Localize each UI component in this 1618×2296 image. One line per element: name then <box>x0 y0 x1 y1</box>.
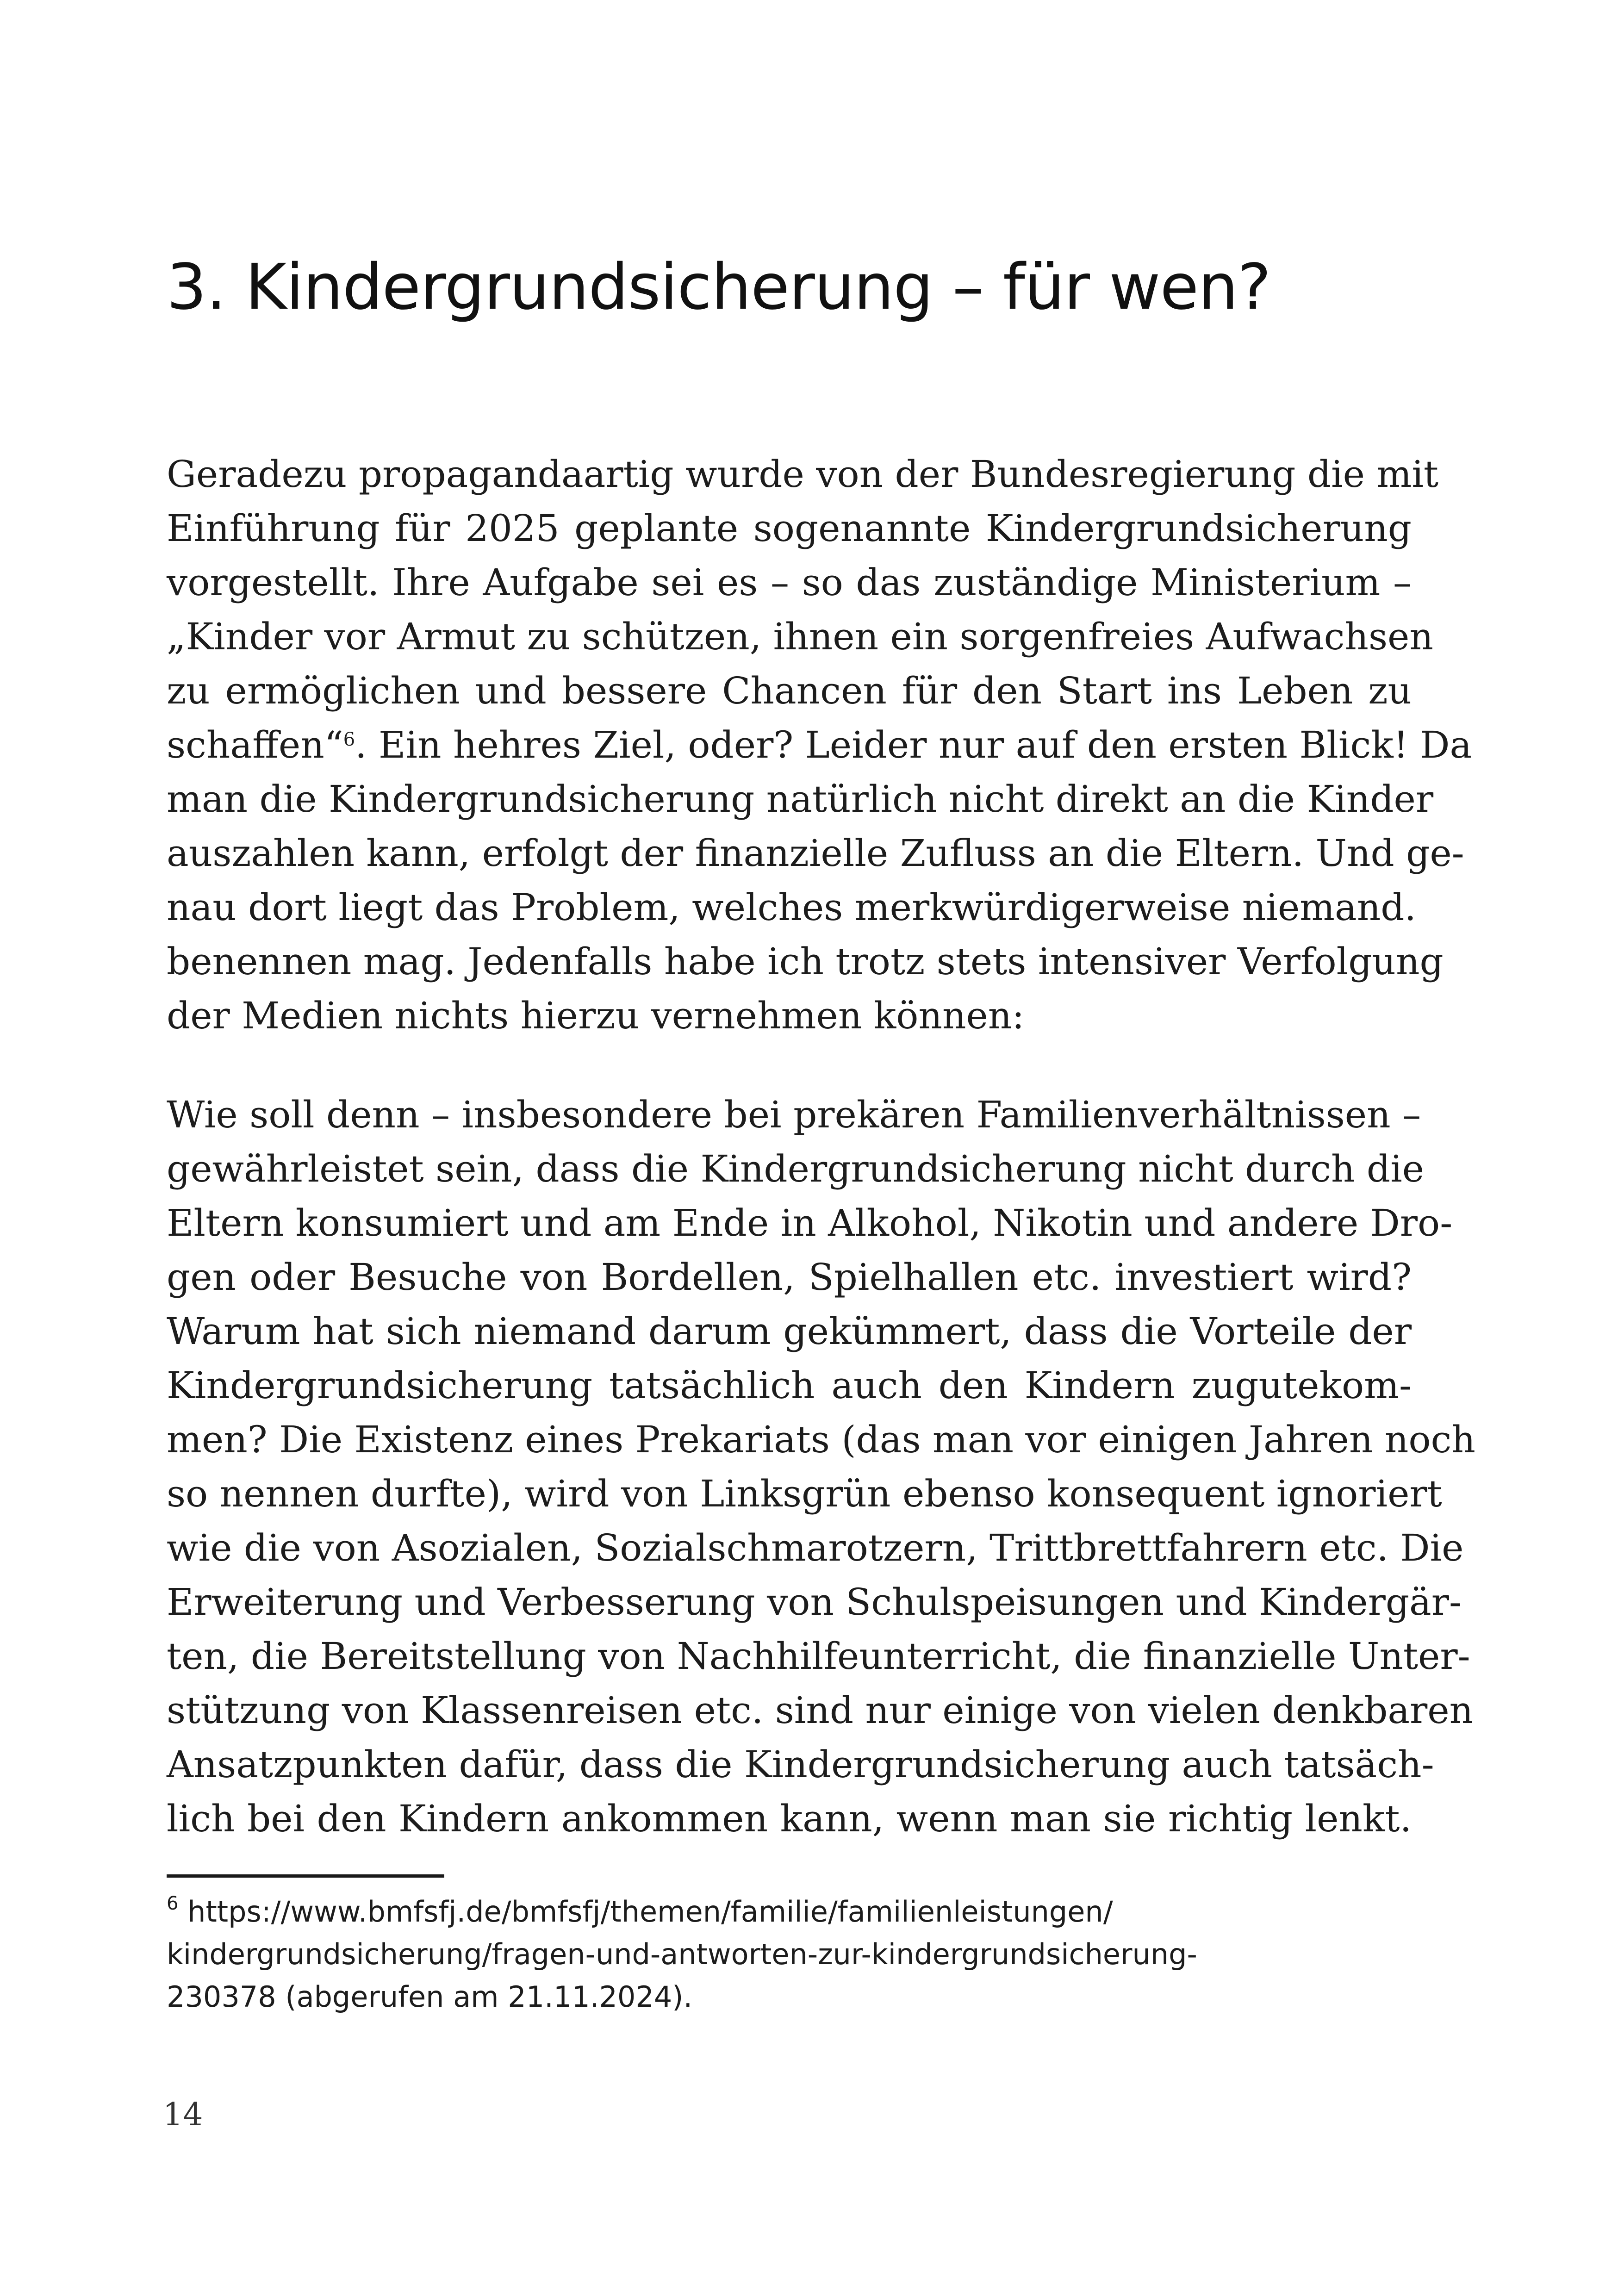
text-line: men? Die Existenz eines Prekariats (das man vor einigen Jahren noch <box>167 1418 1475 1461</box>
paragraph-1 <box>167 447 1472 1043</box>
footnote-number: 6 <box>167 1893 179 1914</box>
text-line-with-footnote-ref <box>167 718 1472 772</box>
text-line: vorgestellt. Ihre Aufgabe sei es – so das zuständige Ministerium – <box>167 561 1412 604</box>
text-line: gewährleistet sein, dass die Kindergrundsicherung nicht durch die <box>167 1147 1425 1190</box>
text-line: auszahlen kann, erfolgt der finanzielle Zufluss an die Eltern. Und ge- <box>167 832 1464 875</box>
text-line: Kindergrundsicherung tatsächlich auch den Kindern zugutekom- <box>167 1364 1412 1407</box>
text-line: Geradezu propagandaartig wurde von der Bundesregierung die mit <box>167 453 1439 496</box>
text-line: wie die von Asozialen, Sozialschmarotzern, Trittbrettfahrern etc. Die <box>167 1526 1464 1569</box>
text-line: nau dort liegt das Problem, welches merkwürdigerweise niemand. <box>167 886 1416 929</box>
text-line: zu ermöglichen und bessere Chancen für den Start ins Leben zu <box>167 669 1412 712</box>
text-line: benennen mag. Jedenfalls habe ich trotz stets intensiver Verfolgung <box>167 940 1444 983</box>
text-line: so nennen durfte), wird von Linksgrün ebenso konsequent ignoriert <box>167 1472 1442 1515</box>
text-fragment: schaffen“ <box>167 723 343 766</box>
text-line: gen oder Besuche von Bordellen, Spielhallen etc. investiert wird? <box>167 1256 1412 1299</box>
footnote-separator <box>167 1874 444 1878</box>
footnote-line <box>167 1891 1416 1933</box>
text-line: Ansatzpunkten dafür, dass die Kindergrundsicherung auch tatsäch- <box>167 1743 1434 1786</box>
page-number: 14 <box>163 2097 203 2133</box>
footnote-line: 230378 (abgerufen am 21.11.2024). <box>167 1980 693 2014</box>
text-line: Einführung für 2025 geplante sogenannte Kindergrundsicherung <box>167 507 1412 550</box>
text-line: lich bei den Kindern ankommen kann, wenn man sie richtig lenkt. <box>167 1797 1412 1840</box>
paragraph-2 <box>167 1088 1475 1846</box>
text-line: „Kinder vor Armut zu schützen, ihnen ein sorgenfreies Aufwachsen <box>167 615 1433 658</box>
text-fragment: . Ein hehres Ziel, oder? Leider nur auf den ersten Blick! Da <box>355 723 1472 766</box>
chapter-heading: 3. Kindergrundsicherung – für wen? <box>167 251 1271 324</box>
text-line: stützung von Klassenreisen etc. sind nur einige von vielen denkbaren <box>167 1689 1474 1732</box>
footnote <box>167 1891 1416 2018</box>
text-line: Wie soll denn – insbesondere bei prekären Familienverhältnissen – <box>167 1093 1421 1136</box>
footnote-reference: 6 <box>343 729 355 750</box>
text-line: Warum hat sich niemand darum gekümmert, dass die Vorteile der <box>167 1310 1412 1353</box>
text-line: man die Kindergrundsicherung natürlich nicht direkt an die Kinder <box>167 778 1434 821</box>
footnote-url-part: https://www.bmfsfj.de/bmfsfj/themen/familie/familienleistungen/ <box>187 1895 1113 1929</box>
text-line: Erweiterung und Verbesserung von Schulspeisungen und Kindergär- <box>167 1580 1462 1624</box>
text-line: der Medien nichts hierzu vernehmen können: <box>167 994 1025 1037</box>
text-line: Eltern konsumiert und am Ende in Alkohol, Nikotin und andere Dro- <box>167 1201 1453 1244</box>
text-line: ten, die Bereitstellung von Nachhilfeunterricht, die finanzielle Unter- <box>167 1635 1470 1678</box>
footnote-line: kindergrundsicherung/fragen-und-antworten-zur-kindergrundsicherung- <box>167 1937 1197 1971</box>
